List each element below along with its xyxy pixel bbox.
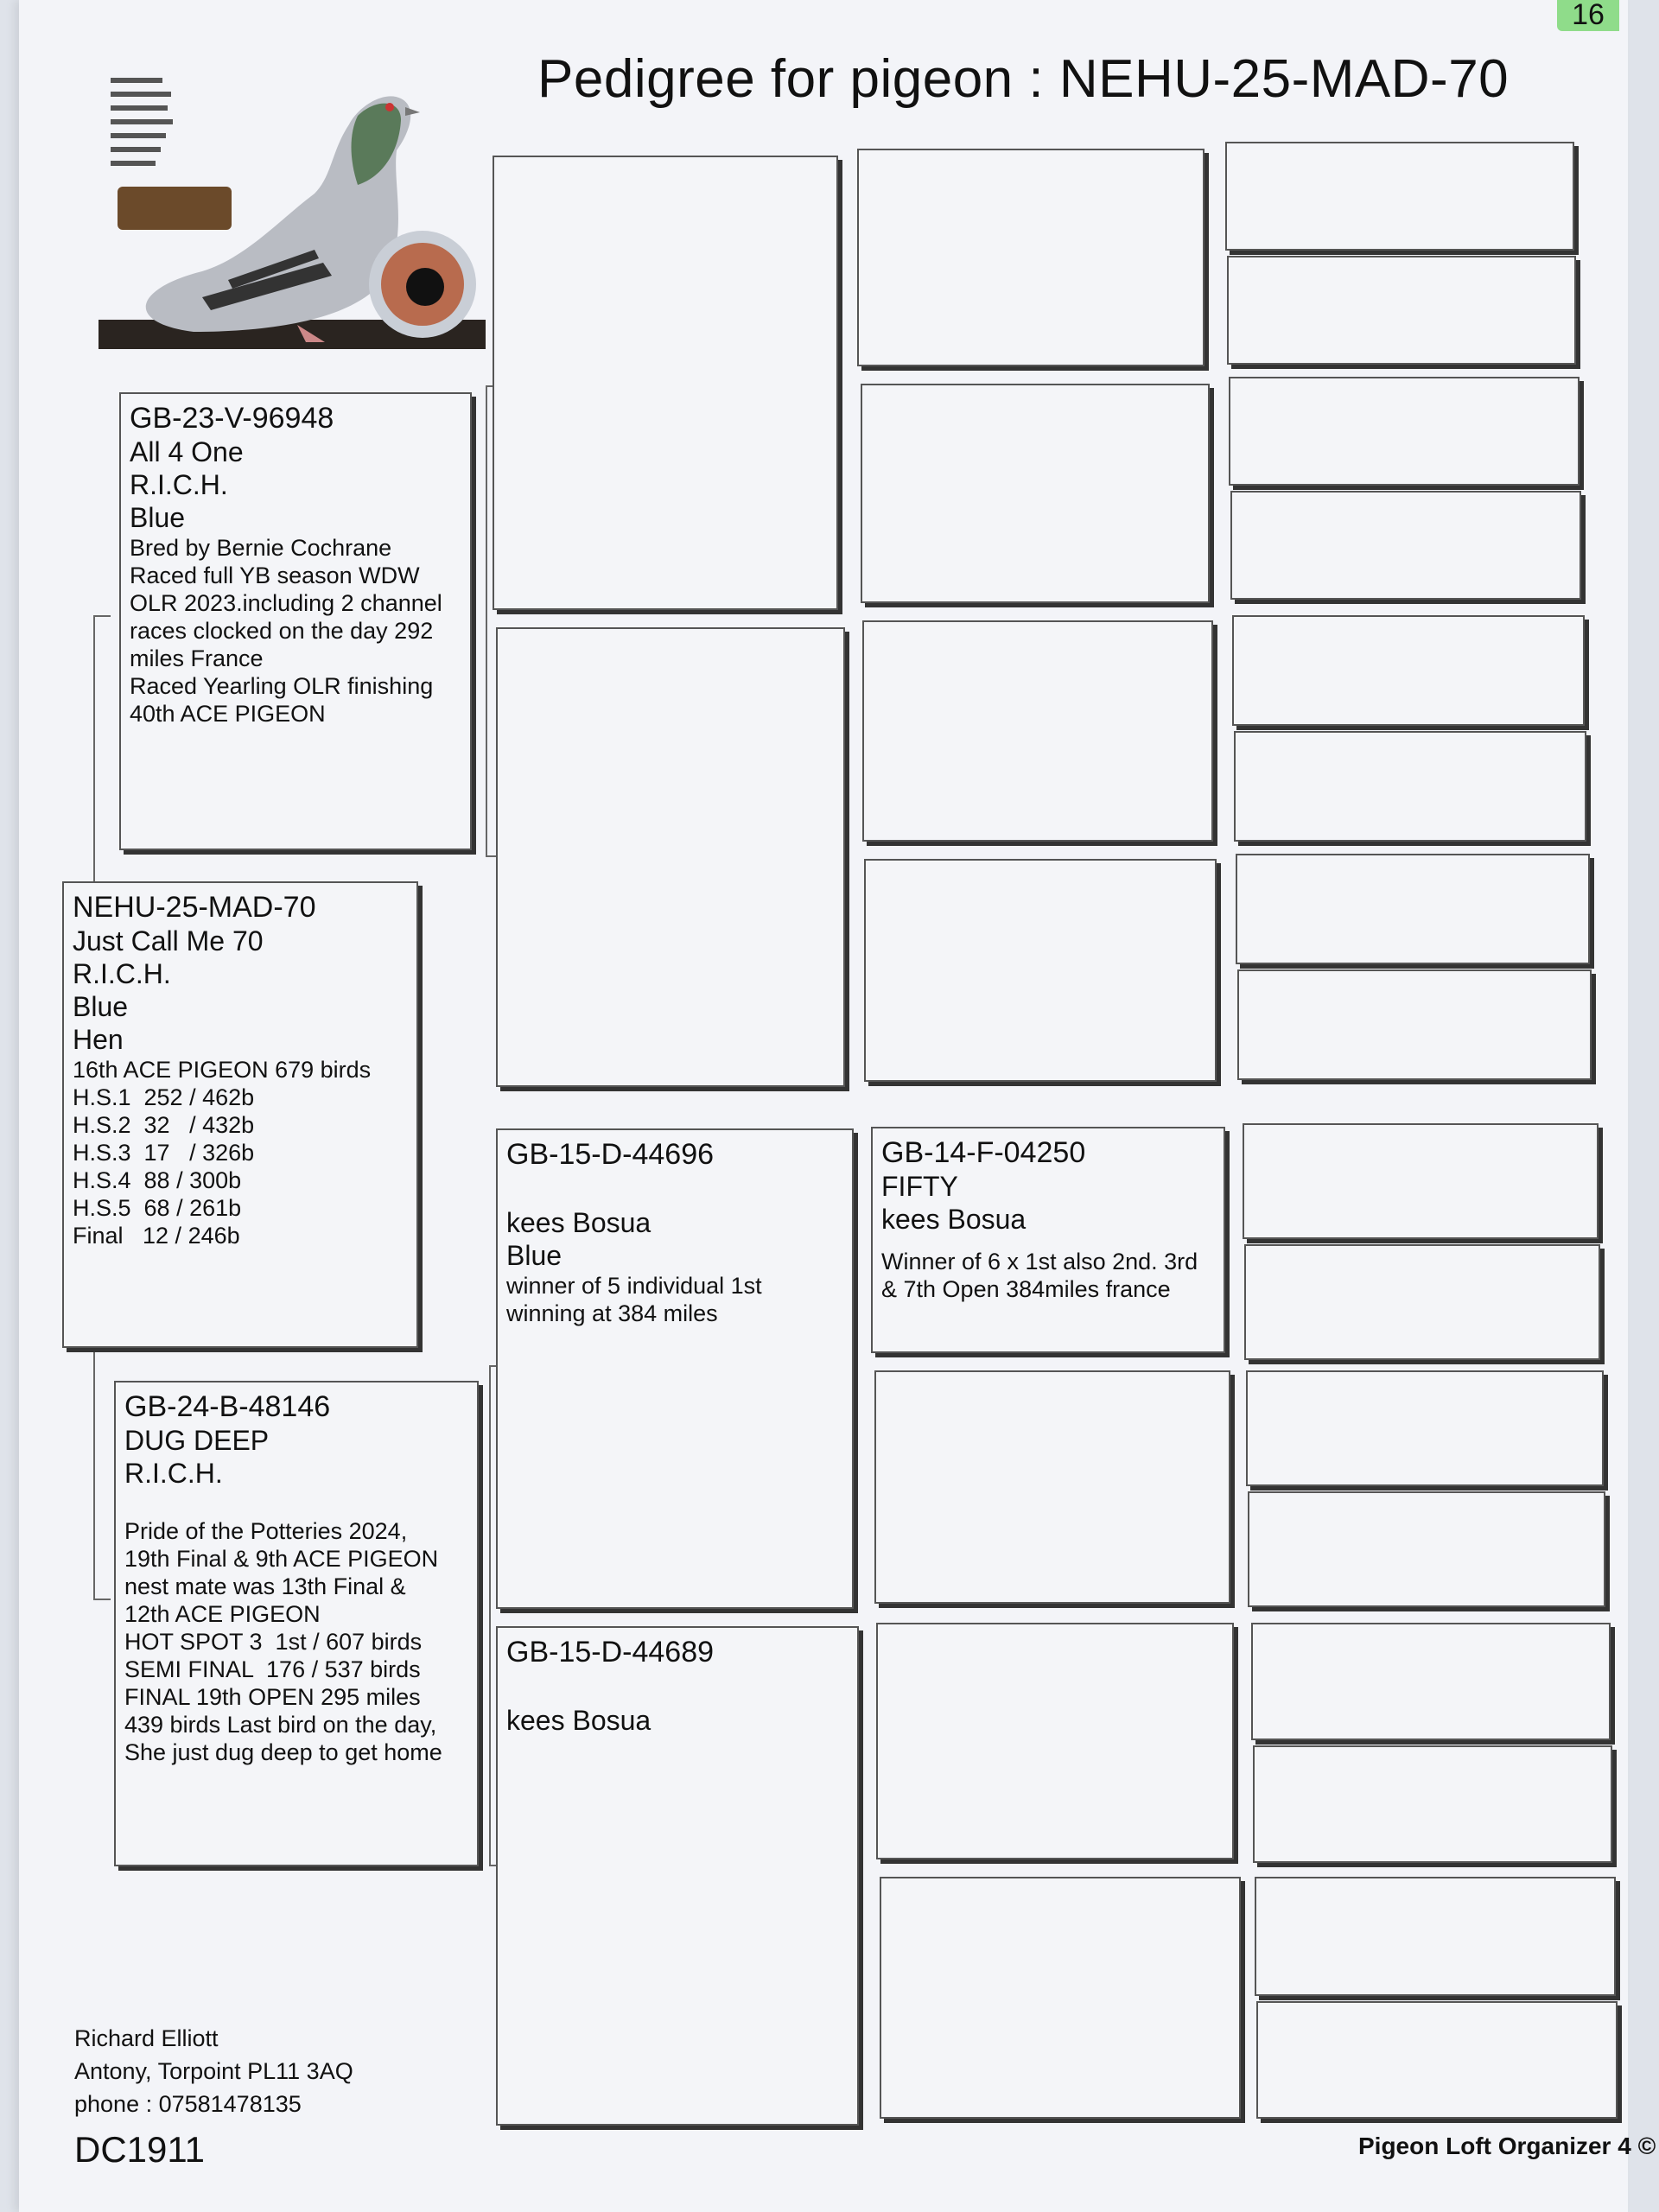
ancestor-box — [874, 1370, 1230, 1604]
dam-sire-sire-breeder: kees Bosua — [881, 1204, 1027, 1235]
dam-ring: GB-24-B-48146 — [124, 1390, 331, 1423]
ancestor-box — [1243, 1123, 1599, 1239]
software-credit: Pigeon Loft Organizer 4 © — [1358, 2133, 1656, 2159]
ancestor-box — [1234, 731, 1586, 842]
subject-result: H.S.3 17 / 326b — [73, 1140, 255, 1166]
dam-name: DUG DEEP — [124, 1425, 270, 1456]
dam-notes: Pride of the Potteries 2024, 19th Final & 9th ACE PIGEON nest mate was 13th Final & 12th ACE PIGEON HOT SPOT 3 1st / 607 birds SEMI FINAL 176 / 537 birds FINAL 19th OPEN 295 miles 439 birds Last bird on the day, She just dug deep to get home — [124, 1518, 442, 1765]
ancestor-box — [862, 620, 1213, 842]
subject-breeder: R.I.C.H. — [73, 958, 171, 989]
sire-ring: GB-23-V-96948 — [130, 402, 334, 435]
dam-sire-sire-notes: Winner of 6 x 1st also 2nd. 3rd & 7th Open 384miles france — [881, 1249, 1198, 1302]
dam-sire-sire-name: FIFTY — [881, 1171, 958, 1202]
ancestor-box — [1232, 615, 1585, 726]
dam-sire-ring: GB-15-D-44696 — [506, 1138, 715, 1171]
subject-ring: NEHU-25-MAD-70 — [73, 891, 316, 924]
ancestor-box — [1230, 491, 1581, 600]
subject-result: 16th ACE PIGEON 679 birds — [73, 1057, 372, 1083]
owner-address: Antony, Torpoint PL11 3AQ — [74, 2058, 353, 2084]
ancestor-box — [1246, 1370, 1604, 1486]
ancestor-box — [861, 384, 1210, 603]
subject-result: H.S.2 32 / 432b — [73, 1112, 255, 1138]
dam-sire-notes: winner of 5 individual 1st winning at 384 miles — [506, 1273, 762, 1326]
dam-sire-sire-ring: GB-14-F-04250 — [881, 1136, 1086, 1169]
ancestor-box — [876, 1623, 1234, 1859]
ancestor-box — [1248, 1491, 1605, 1607]
sire-breeder: R.I.C.H. — [130, 469, 228, 500]
ancestor-box — [857, 149, 1205, 366]
owner-contact — [74, 2022, 353, 2174]
page-number-tag: 16 — [1557, 0, 1619, 31]
ancestor-box — [1244, 1244, 1600, 1360]
dam-sire-box — [496, 1128, 854, 1609]
subject-box — [62, 881, 418, 1348]
pigeon-logo — [99, 73, 489, 358]
ancestor-box — [1256, 2001, 1618, 2119]
dam-dam-breeder: kees Bosua — [506, 1705, 652, 1736]
pedigree-sheet — [19, 0, 1656, 2212]
subject-sex: Hen — [73, 1024, 124, 1055]
ancestor-box — [1255, 1877, 1616, 1996]
sire-dam-box — [496, 627, 845, 1087]
ancestor-box — [1236, 854, 1590, 964]
sire-color: Blue — [130, 502, 186, 533]
dam-dam-box — [496, 1626, 859, 2126]
dam-sire-sire-box — [871, 1127, 1225, 1353]
ancestor-box — [1225, 142, 1574, 251]
dam-sire-color: Blue — [506, 1240, 563, 1271]
dam-sire-breeder: kees Bosua — [506, 1207, 652, 1238]
subject-result: Final 12 / 246b — [73, 1223, 240, 1249]
sire-box — [119, 392, 472, 850]
dam-dam-ring: GB-15-D-44689 — [506, 1636, 715, 1669]
subject-name: Just Call Me 70 — [73, 925, 264, 957]
subject-result: H.S.1 252 / 462b — [73, 1084, 255, 1110]
ancestor-box — [1229, 377, 1580, 486]
document-code: DC1911 — [74, 2129, 205, 2170]
subject-result: H.S.4 88 / 300b — [73, 1167, 242, 1193]
page-title: Pedigree for pigeon : NEHU-25-MAD-70 — [537, 49, 1510, 109]
subject-color: Blue — [73, 991, 129, 1022]
owner-phone: phone : 07581478135 — [74, 2091, 302, 2117]
ancestor-box — [1253, 1745, 1612, 1863]
ancestor-box — [880, 1877, 1241, 2119]
sire-name: All 4 One — [130, 436, 244, 467]
ancestor-box — [1251, 1623, 1611, 1740]
ancestor-box — [1237, 969, 1592, 1080]
dam-breeder: R.I.C.H. — [124, 1458, 223, 1489]
owner-name: Richard Elliott — [74, 2025, 219, 2051]
dam-box — [114, 1381, 479, 1866]
sire-notes: Bred by Bernie Cochrane Raced full YB season WDW OLR 2023.including 2 channel races clocked on the day 292 miles France Raced Yearling OLR finishing 40th ACE PIGEON — [130, 535, 442, 727]
ancestor-box — [864, 859, 1217, 1082]
ancestor-box — [1227, 256, 1576, 365]
sire-sire-box — [493, 156, 838, 610]
subject-result: H.S.5 68 / 261b — [73, 1195, 242, 1221]
